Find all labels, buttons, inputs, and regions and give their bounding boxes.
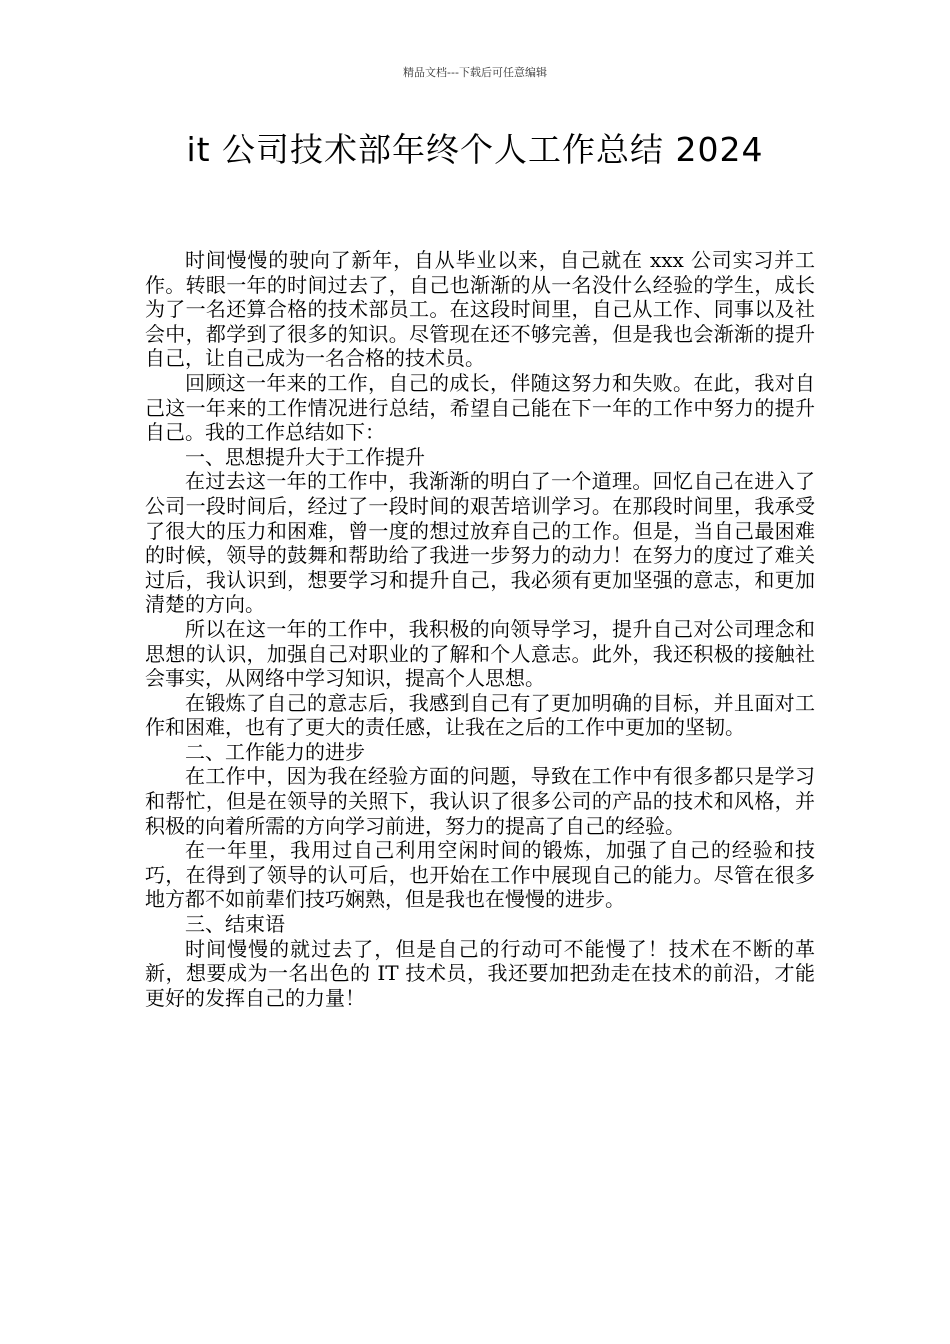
paragraph-section2-a: 在工作中，因为我在经验方面的问题，导致在工作中有很多都只是学习和帮忙，但是在领导的关照下，我认识了很多公司的产品的技术和风格，并积极的向着所需的方向学习前进，努力的提高了自己的经验。: [145, 764, 815, 838]
paragraph-section1-a: 在过去这一年的工作中，我渐渐的明白了一个道理。回忆自己在进入了公司一段时间后，经过了一段时间的艰苦培训学习。在那段时间里，我承受了很大的压力和困难，曾一度的想过放弃自己的工作。但是，当自己最困难的时候，领导的鼓舞和帮助给了我进一步努力的动力！在努力的度过了难关过后，我认识到，想要学习和提升自己，我必须有更加坚强的意志，和更加清楚的方向。: [145, 469, 815, 617]
page-header-note: 精品文档---下载后可任意编辑: [403, 66, 547, 79]
section-heading-3: 三、结束语: [185, 912, 285, 937]
paragraph-section1-b: 所以在这一年的工作中，我积极的向领导学习，提升自己对公司理念和思想的认识，加强自己对职业的了解和个人意志。此外，我还积极的接触社会事实，从网络中学习知识，提高个人思想。: [145, 616, 815, 691]
paragraph-section2-b: 在一年里，我用过自己利用空闲时间的锻炼，加强了自己的经验和技巧，在得到了领导的认可后，也开始在工作中展现自己的能力。尽管在很多地方都不如前辈们技巧娴熟，但是我也在慢慢的进步。: [145, 838, 815, 912]
paragraph-intro: 时间慢慢的驶向了新年，自从毕业以来，自己就在 xxx 公司实习并工作。转眼一年的时间过去了，自己也渐渐的从一名没什么经验的学生，成长为了一名还算合格的技术部员工。在这段时间里，自己从工作、同事以及社会中，都学到了很多的知识。尽管现在还不够完善，但是我也会渐渐的提升自己，让自己成为一名合格的技术员。: [145, 248, 815, 371]
paragraph-review: 回顾这一年来的工作，自己的成长，伴随这努力和失败。在此，我对自己这一年来的工作情况进行总结，希望自己能在下一年的工作中努力的提升自己。我的工作总结如下：: [145, 370, 815, 445]
section-heading-2: 二、工作能力的进步: [185, 739, 365, 764]
document-title: it 公司技术部年终个人工作总结 2024: [186, 130, 764, 169]
paragraph-conclusion: 时间慢慢的就过去了，但是自己的行动可不能慢了！技术在不断的革新，想要成为一名出色的 IT 技术员，我还要加把劲走在技术的前沿，才能更好的发挥自己的力量！: [145, 936, 815, 1010]
document-body: [145, 248, 815, 1010]
section-heading-1: 一、思想提升大于工作提升: [185, 444, 425, 469]
paragraph-section1-c: 在锻炼了自己的意志后，我感到自己有了更加明确的目标，并且面对工作和困难，也有了更大的责任感，让我在之后的工作中更加的坚韧。: [145, 690, 815, 740]
